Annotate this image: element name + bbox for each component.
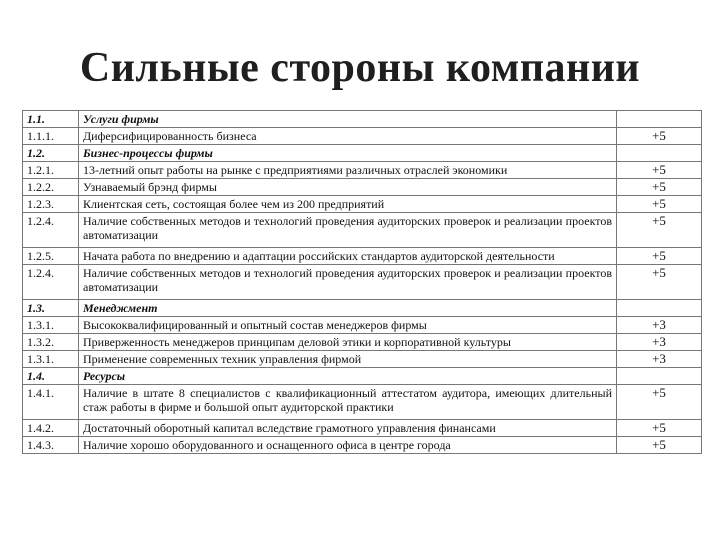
row-number: 1.4.: [23, 368, 79, 385]
table-row: [23, 213, 702, 248]
table-row: [23, 265, 702, 300]
row-description: Менеджмент: [79, 300, 617, 317]
row-score: +3: [617, 334, 702, 351]
row-description: Узнаваемый брэнд фирмы: [79, 179, 617, 196]
row-description: Наличие в штате 8 специалистов с квалификационный аттестатом аудитора, имеющих длительный стаж работы в фирме и большой опыт аудиторской практики: [79, 385, 617, 420]
row-number: 1.2.5.: [23, 248, 79, 265]
row-number: 1.2.4.: [23, 213, 79, 248]
row-number: 1.2.1.: [23, 162, 79, 179]
page-title: Сильные стороны компании: [79, 45, 641, 91]
row-number: 1.4.3.: [23, 437, 79, 454]
row-description: Наличие собственных методов и технологий проведения аудиторских проверок и реализации проектов автоматизации: [79, 213, 617, 248]
row-description: Начата работа по внедрению и адаптации российских стандартов аудиторской деятельности: [79, 248, 617, 265]
row-number: 1.4.1.: [23, 385, 79, 420]
section-row: [23, 111, 702, 128]
section-row: [23, 368, 702, 385]
row-description: Применение современных техник управления фирмой: [79, 351, 617, 368]
row-score: +5: [617, 213, 702, 248]
table-row: [23, 162, 702, 179]
section-row: [23, 300, 702, 317]
row-description: Достаточный оборотный капитал вследствие грамотного управления финансами: [79, 420, 617, 437]
row-description: Ресурсы: [79, 368, 617, 385]
table-row: [23, 420, 702, 437]
row-description: Высококвалифицированный и опытный состав менеджеров фирмы: [79, 317, 617, 334]
row-score: [617, 145, 702, 162]
row-score: +5: [617, 385, 702, 420]
table-row: [23, 385, 702, 420]
row-score: [617, 111, 702, 128]
table-row: [23, 248, 702, 265]
row-score: +5: [617, 265, 702, 300]
row-score: +5: [617, 162, 702, 179]
row-number: 1.3.1.: [23, 317, 79, 334]
row-score: +5: [617, 128, 702, 145]
row-score: +3: [617, 351, 702, 368]
row-score: +5: [617, 179, 702, 196]
table-row: [23, 437, 702, 454]
row-score: +5: [617, 437, 702, 454]
row-number: 1.2.2.: [23, 179, 79, 196]
row-score: +3: [617, 317, 702, 334]
row-number: 1.1.1.: [23, 128, 79, 145]
row-number: 1.4.2.: [23, 420, 79, 437]
row-description: Приверженность менеджеров принципам деловой этики и корпоративной культуры: [79, 334, 617, 351]
row-number: 1.1.: [23, 111, 79, 128]
table-row: [23, 334, 702, 351]
row-description: Услуги фирмы: [79, 111, 617, 128]
row-description: 13-летний опыт работы на рынке с предприятиями различных отраслей экономики: [79, 162, 617, 179]
strengths-table: [22, 110, 702, 454]
row-number: 1.3.2.: [23, 334, 79, 351]
row-number: 1.3.: [23, 300, 79, 317]
table-row: [23, 317, 702, 334]
row-description: Клиентская сеть, состоящая более чем из 200 предприятий: [79, 196, 617, 213]
row-number: 1.2.: [23, 145, 79, 162]
row-description: Наличие хорошо оборудованного и оснащенного офиса в центре города: [79, 437, 617, 454]
row-description: Диферсифицированность бизнеса: [79, 128, 617, 145]
table-row: [23, 196, 702, 213]
row-score: [617, 368, 702, 385]
row-score: +5: [617, 248, 702, 265]
table-row: [23, 351, 702, 368]
row-score: +5: [617, 196, 702, 213]
row-score: [617, 300, 702, 317]
row-number: 1.3.1.: [23, 351, 79, 368]
table-row: [23, 179, 702, 196]
row-score: +5: [617, 420, 702, 437]
row-description: Бизнес-процессы фирмы: [79, 145, 617, 162]
row-description: Наличие собственных методов и технологий проведения аудиторских проверок и реализации проектов автоматизации: [79, 265, 617, 300]
section-row: [23, 145, 702, 162]
table-row: [23, 128, 702, 145]
row-number: 1.2.3.: [23, 196, 79, 213]
row-number: 1.2.4.: [23, 265, 79, 300]
